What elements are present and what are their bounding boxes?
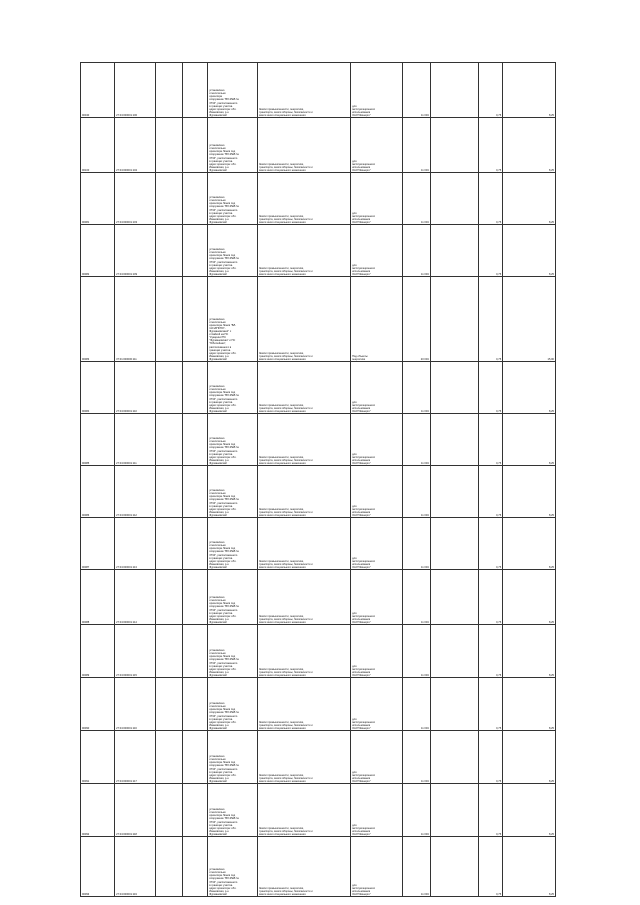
empty-cell [430,837,479,897]
empty-cell [183,625,208,678]
empty-cell [430,518,479,570]
land-category-cell: Земли промышленности, энергетики, транспорта, земли обороны, безопасности и земли иного специального назначения [257,362,350,414]
empty-cell [430,678,479,731]
location-description-cell: установлено относительно ориентира Линия под сооружение "ВЛ-35кВ № 3Т34", расположенного в границах участка. адрес ориентира: обл. Ивановская, р-н Фурмановский [208,173,258,225]
area-cell: 11 004 [402,225,430,277]
empty-cell [183,414,208,466]
table-row [81,784,556,837]
permitted-use-cell: для эксплуатационного использования ОАО"Ивэнерго" [351,678,403,731]
empty-cell [183,466,208,518]
location-description-cell: установлено относительно ориентира Линия под сооружение "ВЛ-35кВ № 3Т34", расположенного в границах участка. адрес ориентира: обл. Ивановская, р-н Фурмановский [208,118,258,173]
empty-cell [155,518,183,570]
rate-cell: 0,75 [479,837,503,897]
empty-cell [155,118,183,173]
record-number-cell: 90100 [81,118,115,173]
area-cell: 11 004 [402,466,430,518]
amount-cell: 8,25 [503,225,556,277]
record-number-cell: 90092 [81,784,115,837]
rate-cell: 0,75 [479,63,503,118]
empty-cell [430,731,479,784]
record-number-cell: 90085 [81,414,115,466]
area-cell: 11 004 [402,362,430,414]
permitted-use-cell: Под объекты энергетики [351,277,403,362]
amount-cell: 8,25 [503,518,556,570]
rate-cell: 0,75 [479,225,503,277]
empty-cell [183,277,208,362]
record-number-cell: 90091 [81,731,115,784]
rate-cell: 0,75 [479,625,503,678]
empty-cell [430,277,479,362]
table-row [81,118,556,173]
cadastral-number-cell: 37:01:000000:111 [115,277,155,362]
amount-cell: 8,25 [503,678,556,731]
land-category-cell: Земли промышленности, энергетики, транспорта, земли обороны, безопасности и земли иного специального назначения [257,63,350,118]
rate-cell: 0,75 [479,570,503,625]
cadastral-number-cell: 27:04:000001:115 [115,625,155,678]
location-description-cell: установлено относительно ориентира Линия под сооружение "ВЛ-35кВ № 3Т34", расположенного в границах участка. адрес ориентира: обл. Ивановская, р-н Фурмановский [208,731,258,784]
empty-cell [155,63,183,118]
cadastral-number-cell: 27:04:000001:116 [115,678,155,731]
land-category-cell: Земли промышленности, энергетики, транспорта, земли обороны, безопасности и земли иного специального назначения [257,731,350,784]
cadastral-number-cell: 27:04:000001:102 [115,118,155,173]
record-number-cell: 90089 [81,625,115,678]
permitted-use-cell: для эксплуатационного использования ОАО"Ивэнерго" [351,837,403,897]
rate-cell: 0,75 [479,362,503,414]
amount-cell: 8,25 [503,570,556,625]
area-cell: 11 004 [402,414,430,466]
rate-cell: 0,75 [479,784,503,837]
amount-cell: 8,25 [503,414,556,466]
table-row [81,625,556,678]
record-number-cell: 90081 [81,173,115,225]
land-register-table [80,62,556,897]
location-description-cell: установлено относительно ориентира Линия под сооружение "ВЛ-35кВ № 3Т34", расположенного в границах участка. адрес ориентира: обл. Ивановская, р-н Фурмановский [208,414,258,466]
cadastral-number-cell: 27:04:000001:119 [115,837,155,897]
land-category-cell: Земли промышленности, энергетики, транспорта, земли обороны, безопасности и земли иного специального назначения [257,277,350,362]
table-row [81,731,556,784]
location-description-cell: установлено относительно ориентира Линия под сооружение "ВЛ-35кВ № 3Т34", расположенного в границах участка. адрес ориентира: обл. Ивановская, р-н Фурмановский [208,518,258,570]
table-row [81,414,556,466]
record-number-cell: 90084 [81,362,115,414]
empty-cell [430,225,479,277]
land-category-cell: Земли промышленности, энергетики, транспорта, земли обороны, безопасности и земли иного специального назначения [257,118,350,173]
location-description-cell: установлено относительно ориентира Линия под сооружение "ВЛ-35кВ № 3Т34", расположенного в границах участка. адрес ориентира: обл. Ивановская, р-н Фурмановский [208,466,258,518]
table-row [81,518,556,570]
cadastral-number-cell: 27:04:000001:110 [115,362,155,414]
amount-cell: 8,25 [503,466,556,518]
empty-cell [183,837,208,897]
cadastral-number-cell: 27:04:000001:117 [115,731,155,784]
empty-cell [155,414,183,466]
record-number-cell: 90090 [81,678,115,731]
location-description-cell: установлено относительно ориентира Линия под сооружение "ВЛ-35кВ № 3Т34", расположенного в границах участка. адрес ориентира: обл. Ивановская, р-н Фурмановский [208,784,258,837]
empty-cell [155,277,183,362]
location-description-cell: установлено относительно ориентира Линия под сооружение "ВЛ-35кВ № 3Т34", расположенного в границах участка. адрес ориентира: обл. Ивановская, р-н Фурмановский [208,678,258,731]
empty-cell [155,837,183,897]
permitted-use-cell: для эксплуатационного использования ОАО"Ивэнерго" [351,731,403,784]
table-row [81,63,556,118]
area-cell: 11 004 [402,731,430,784]
empty-cell [155,678,183,731]
area-cell: 11 004 [402,518,430,570]
empty-cell [155,570,183,625]
empty-cell [183,518,208,570]
amount-cell: 8,25 [503,362,556,414]
land-category-cell: Земли промышленности, энергетики, транспорта, земли обороны, безопасности и земли иного специального назначения [257,173,350,225]
cadastral-number-cell: 27:04:000001:114 [115,570,155,625]
area-cell: 20 004 [402,277,430,362]
record-number-cell: 90082 [81,225,115,277]
rate-cell: 0,75 [479,277,503,362]
land-category-cell: Земли промышленности, энергетики, транспорта, земли обороны, безопасности и земли иного специального назначения [257,466,350,518]
empty-cell [183,731,208,784]
table-row [81,277,556,362]
location-description-cell: установлено относительно ориентира Линия под сооружение "ВЛ-35кВ № 3Т34", расположенного в границах участка. адрес ориентира: обл. Ивановская, р-н Фурмановский [208,225,258,277]
permitted-use-cell: для эксплуатационного использования ОАО"Ивэнерго" [351,118,403,173]
empty-cell [155,731,183,784]
rate-cell: 0,75 [479,414,503,466]
table-row [81,466,556,518]
area-cell: 11 004 [402,63,430,118]
table-body [81,63,556,897]
amount-cell: 8,25 [503,63,556,118]
area-cell: 11 004 [402,570,430,625]
land-category-cell: Земли промышленности, энергетики, транспорта, земли обороны, безопасности и земли иного специального назначения [257,414,350,466]
empty-cell [430,118,479,173]
permitted-use-cell: для эксплуатационного использования ОАО"Ивэнерго" [351,414,403,466]
empty-cell [155,625,183,678]
location-description-cell: установлено относительно ориентира Линия под сооружение "ВЛ-35кВ № 3Т34", расположенного в границах участка. адрес ориентира: обл. Ивановская, р-н Фурмановский [208,625,258,678]
permitted-use-cell: для эксплуатационного использования ОАО"Ивэнерго" [351,625,403,678]
empty-cell [183,173,208,225]
empty-cell [183,63,208,118]
amount-cell: 8,25 [503,118,556,173]
empty-cell [430,625,479,678]
cadastral-number-cell: 27:04:000001:112 [115,466,155,518]
cadastral-number-cell: 27:04:000001:103 [115,173,155,225]
record-number-cell: 90093 [81,837,115,897]
rate-cell: 0,75 [479,466,503,518]
cadastral-number-cell: 27:04:000001:111 [115,414,155,466]
amount-cell: 8,25 [503,837,556,897]
land-category-cell: Земли промышленности, энергетики, транспорта, земли обороны, безопасности и земли иного специального назначения [257,518,350,570]
amount-cell: 8,25 [503,731,556,784]
rate-cell: 0,75 [479,731,503,784]
empty-cell [155,173,183,225]
cadastral-number-cell: 27:04:000001:109 [115,225,155,277]
empty-cell [183,118,208,173]
table-row [81,225,556,277]
location-description-cell: установлено относительно ориентира Линия под сооружение "ВЛ-35кВ № 3Т34", расположенного в границах участка. адрес ориентира: обл. Ивановская, р-н Фурмановский [208,570,258,625]
permitted-use-cell: для эксплуатационного использования ОАО"Ивэнерго" [351,518,403,570]
amount-cell: 15,00 [503,277,556,362]
permitted-use-cell: для эксплуатационного использования ОАО"Ивэнерго" [351,63,403,118]
record-number-cell: 90040 [81,63,115,118]
record-number-cell: 90087 [81,518,115,570]
record-number-cell: 90083 [81,277,115,362]
empty-cell [430,570,479,625]
cadastral-number-cell: 27:04:000001:100 [115,63,155,118]
empty-cell [155,362,183,414]
permitted-use-cell: для эксплуатационного использования ОАО"Ивэнерго" [351,173,403,225]
empty-cell [430,362,479,414]
area-cell: 11 004 [402,678,430,731]
amount-cell: 8,25 [503,625,556,678]
location-description-cell: установлено относительно ориентира Линия под сооружение "ВЛ-35кВ № 3Т34", расположенного в границах участка. адрес ориентира: обл. Ивановская, р-н Фурмановский [208,837,258,897]
rate-cell: 0,75 [479,518,503,570]
rate-cell: 0,75 [479,678,503,731]
location-description-cell: установлено относительно ориентира сооружение "ВЛ-35кВ № 3Т34", расположенного в границах участка. адрес ориентира: обл. Ивановская, р-н Фурмановский [208,63,258,118]
amount-cell: 8,25 [503,784,556,837]
table-row [81,837,556,897]
empty-cell [183,678,208,731]
empty-cell [183,362,208,414]
empty-cell [155,784,183,837]
rate-cell: 0,75 [479,118,503,173]
rate-cell: 0,75 [479,173,503,225]
permitted-use-cell: для эксплуатационного использования ОАО"Ивэнерго" [351,225,403,277]
cadastral-number-cell: 27:04:000001:113 [115,518,155,570]
record-number-cell: 90088 [81,570,115,625]
empty-cell [183,225,208,277]
permitted-use-cell: для эксплуатационного использования ОАО"Ивэнерго" [351,466,403,518]
table-row [81,173,556,225]
permitted-use-cell: для эксплуатационного использования ОАО"Ивэнерго" [351,784,403,837]
land-category-cell: Земли промышленности, энергетики, транспорта, земли обороны, безопасности и земли иного специального назначения [257,570,350,625]
permitted-use-cell: для эксплуатационного использования ОАО"Ивэнерго" [351,362,403,414]
record-number-cell: 90086 [81,466,115,518]
permitted-use-cell: для эксплуатационного использования ОАО"Ивэнерго" [351,570,403,625]
amount-cell: 8,25 [503,173,556,225]
table-row [81,362,556,414]
location-description-cell: установлено относительно ориентира Линия "ВЛ- 110 кВ"ФПО"- Фурмановская1" с отпайкой на ПС "Кукарино"ПС "Фурмановская" и ПС "Юбилейная", расположенного в границах участка. адрес ориентира: обл. Ивановская, р-н Фурмановский [208,277,258,362]
table-row [81,570,556,625]
empty-cell [155,466,183,518]
table-row [81,678,556,731]
location-description-cell: установлено относительно ориентира Линия под сооружение "ВЛ-35кВ № 3Т34", расположенного в границах участка. адрес ориентира: обл. Ивановская, р-н Фурмановский [208,362,258,414]
land-category-cell: Земли промышленности, энергетики, транспорта, земли обороны, безопасности и земли иного специального назначения [257,225,350,277]
empty-cell [430,466,479,518]
land-category-cell: Земли промышленности, энергетики, транспорта, земли обороны, безопасности и земли иного специального назначения [257,678,350,731]
empty-cell [155,225,183,277]
empty-cell [430,63,479,118]
empty-cell [430,784,479,837]
empty-cell [183,784,208,837]
empty-cell [430,414,479,466]
empty-cell [183,570,208,625]
cadastral-number-cell: 27:04:000001:118 [115,784,155,837]
area-cell: 11 004 [402,173,430,225]
land-category-cell: Земли промышленности, энергетики, транспорта, земли обороны, безопасности и земли иного специального назначения [257,625,350,678]
area-cell: 11 004 [402,118,430,173]
area-cell: 11 004 [402,837,430,897]
empty-cell [430,173,479,225]
land-category-cell: Земли промышленности, энергетики, транспорта, земли обороны, безопасности и земли иного специального назначения [257,837,350,897]
area-cell: 11 004 [402,625,430,678]
area-cell: 11 004 [402,784,430,837]
land-category-cell: Земли промышленности, энергетики, транспорта, земли обороны, безопасности и земли иного специального назначения [257,784,350,837]
